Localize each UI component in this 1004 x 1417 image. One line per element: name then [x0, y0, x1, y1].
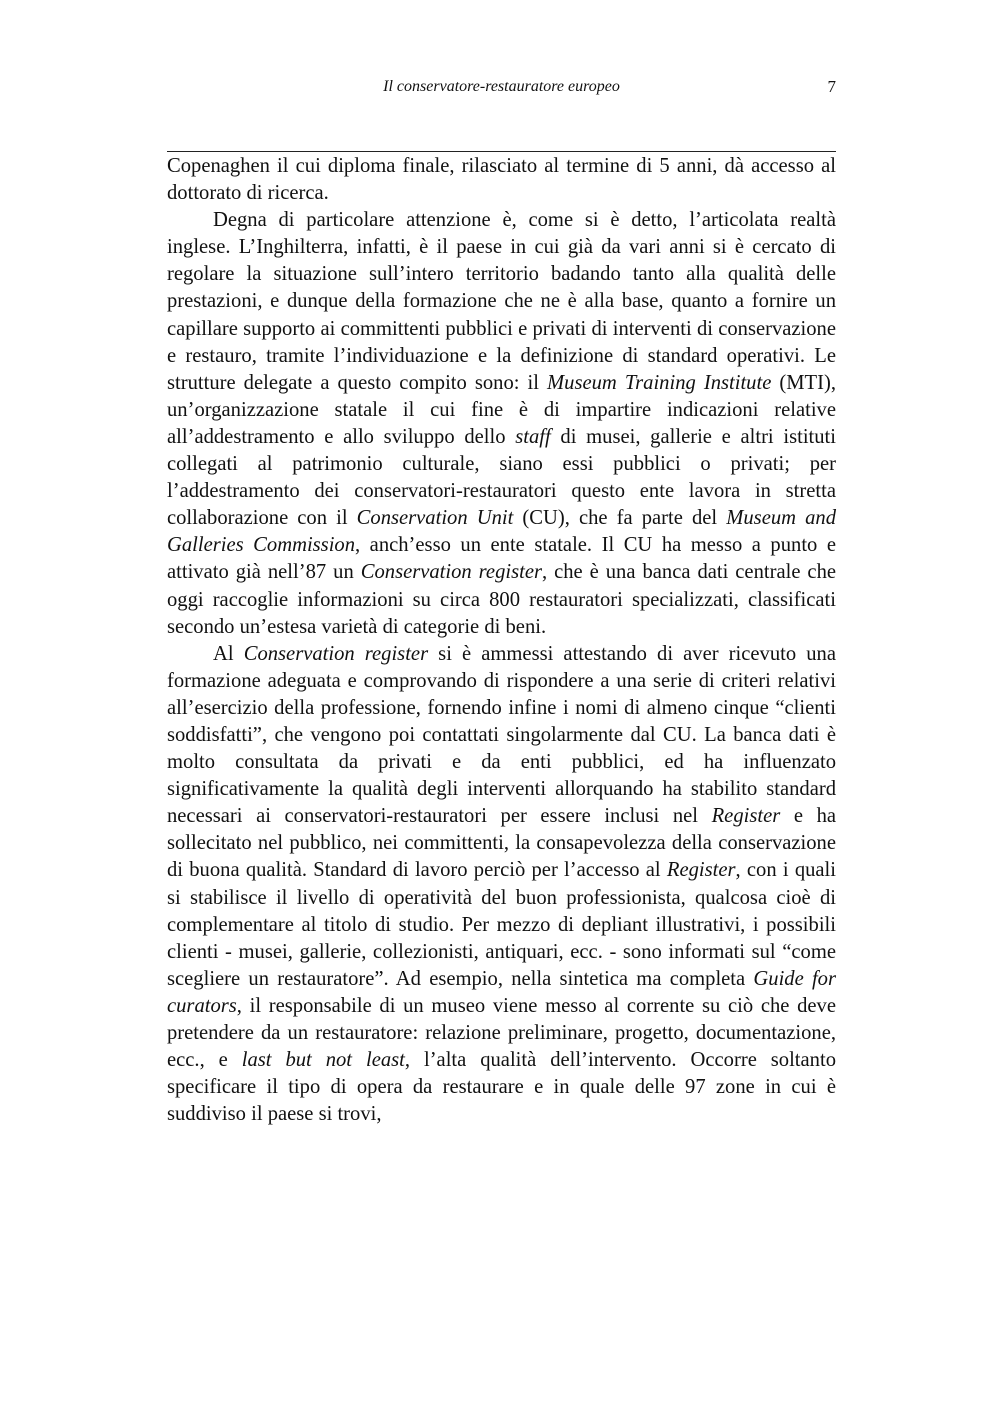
italic-text: Museum and Galleries Commission: [167, 507, 836, 557]
italic-text: Guide for curators: [167, 967, 836, 1017]
header-rule: [167, 151, 836, 152]
paragraph-2: [167, 207, 836, 641]
text-run: e ha sollecitato nel pubblico, nei committenti, la consapevolezza della conservazione di buona qualità. Standard di lavoro perciò per l’accesso al: [167, 805, 837, 882]
text-run: , che è una banca dati centrale che oggi raccoglie informazioni su circa 800 restauratori specializzati, classificati secondo un’estesa varietà di categorie di beni.: [167, 561, 837, 638]
italic-text: last but not least: [241, 1049, 405, 1072]
italic-text: Conservation Unit: [356, 507, 514, 530]
italic-text: Register: [711, 805, 781, 828]
text-run: si è ammessi attestando di aver ricevuto una formazione adeguata e comprovando di rispondere a una serie di criteri relativi all’esercizio della professione, fornendo infine i nomi di almeno cinque “clienti soddisfatti”, che vengono poi contattati singolarmente dal CU. La banca dati è molto consultata da privati e da enti pubblici, ed ha influenzato significativamente la qualità degli interventi allorquando ha stabilito standard necessari ai conservatori-restauratori per essere inclusi nel: [167, 642, 836, 828]
italic-text: Museum Training Institute: [547, 371, 772, 394]
page-number: 7: [827, 77, 836, 96]
running-header: [167, 76, 836, 100]
text-run: di musei, gallerie e altri istituti collegati al patrimonio culturale, siano essi pubblici o privati; per l’addestramento dei conservatori-restauratori questo ente lavora in stretta collaborazione con il: [167, 425, 836, 530]
text-run: , con i quali si stabilisce il livello di operatività del buon professionista, qualcosa cioè di complementare al titolo di studio. Per mezzo di depliant illustrativi, i possibili clienti - musei, gallerie, collezionisti, antiquari, ecc. - sono informati sul “come scegliere un restauratore”. Ad esempio, nella sintetica ma completa: [167, 859, 837, 990]
text-run: Copenaghen il cui diploma finale, rilasciato al termine di 5 anni, dà accesso al dottorato di ricerca.: [167, 155, 836, 205]
paragraph-3: [167, 641, 836, 1129]
text-run: , l’alta qualità dell’intervento. Occorre soltanto specificare il tipo di opera da restaurare e in quale delle 97 zone in cui è suddiviso il paese si trovi,: [167, 1049, 836, 1126]
italic-text: Register: [666, 859, 736, 882]
paragraph-1: [167, 153, 836, 207]
italic-text: Conservation register: [243, 642, 429, 665]
text-run: , anch’esso un ente statale. Il CU ha messo a punto e attivato già nell’87 un: [167, 534, 837, 584]
body-text: [167, 153, 836, 1128]
text-run: Al: [213, 642, 244, 665]
running-header-title: Il conservatore-restauratore europeo: [383, 78, 620, 95]
text-run: (MTI), un’organizzazione statale il cui fine è di impartire indicazioni relative all’addestramento e allo sviluppo dello: [167, 371, 837, 448]
italic-text: staff: [515, 425, 551, 448]
text-run: Degna di particolare attenzione è, come si è detto, l’articolata realtà inglese. L’Inghilterra, infatti, è il paese in cui già da vari anni si è cercato di regolare la situazione sull’intero territorio badando tanto alla qualità delle prestazioni, e dunque della formazione che ne è alla base, quanto a fornire un capillare supporto ai committenti pubblici e privati di interventi di conservazione e restauro, tramite l’individuazione e la definizione di standard operativi. Le strutture delegate a questo compito sono: il: [167, 209, 836, 394]
text-run: (CU), che fa parte del: [513, 507, 727, 530]
italic-text: Conservation register: [360, 561, 542, 584]
text-run: , il responsabile di un museo viene messo al corrente su ciò che deve pretendere da un restauratore: relazione preliminare, progetto, documentazione, ecc., e: [167, 994, 836, 1072]
